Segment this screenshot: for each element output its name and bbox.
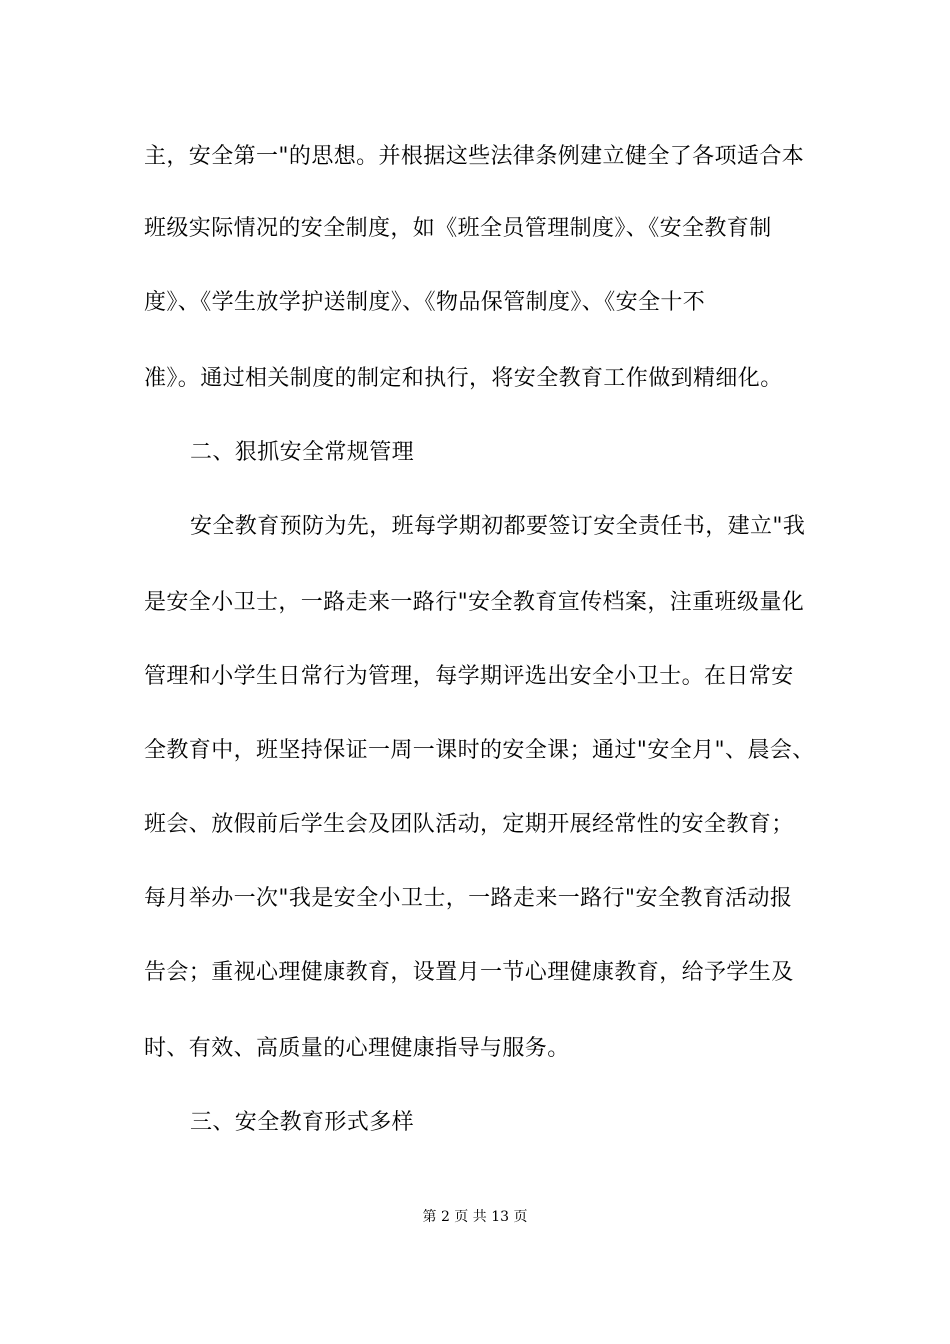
body-text-line: 是安全小卫士，一路走来一路行"安全教育宣传档案，注重班级量化: [144, 590, 805, 615]
page-number: 第 2 页 共 13 页: [422, 1209, 528, 1225]
body-text-line: 度》、《学生放学护送制度》、《物品保管制度》、《安全十不: [144, 290, 706, 315]
body-text-line: 班级实际情况的安全制度，如《班全员管理制度》、《安全教育制: [144, 216, 772, 241]
body-text-line: 准》。通过相关制度的制定和执行，将安全教育工作做到精细化。: [144, 366, 783, 391]
body-text-line: 安全教育预防为先，班每学期初都要签订安全责任书，建立"我: [190, 514, 806, 539]
body-text-line: 班会、放假前后学生会及团队活动，定期开展经常性的安全教育；: [144, 812, 794, 837]
body-text-line: 告会；重视心理健康教育，设置月一节心理健康教育，给予学生及: [144, 960, 794, 985]
body-text-line: 管理和小学生日常行为管理，每学期评选出安全小卫士。在日常安: [144, 664, 794, 689]
body-text-line: 主，安全第一"的思想。并根据这些法律条例建立健全了各项适合本: [144, 144, 805, 169]
section-heading: 二、狠抓安全常规管理: [190, 440, 415, 465]
section-heading: 三、安全教育形式多样: [190, 1110, 415, 1135]
body-text-line: 全教育中，班坚持保证一周一课时的安全课；通过"安全月"、晨会、: [144, 738, 815, 763]
body-text-line: 每月举办一次"我是安全小卫士，一路走来一路行"安全教育活动报: [144, 886, 793, 911]
page-footer: [0, 1207, 950, 1227]
body-text-line: 时、有效、高质量的心理健康指导与服务。: [144, 1036, 570, 1061]
